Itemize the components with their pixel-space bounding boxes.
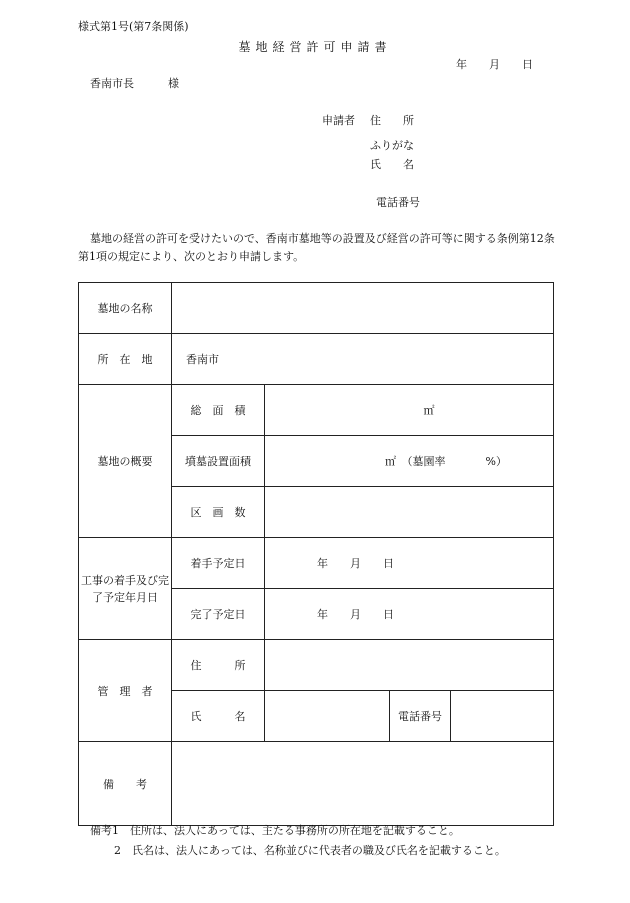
manager-name-label: 氏 名 bbox=[172, 691, 265, 742]
applicant-address-label: 住 所 bbox=[370, 114, 414, 127]
applicant-label: 申請者 bbox=[322, 114, 355, 127]
manager-phone-field[interactable] bbox=[451, 691, 554, 742]
applicant-phone-label: 電話番号 bbox=[376, 196, 420, 209]
addressee-name: 香南市長 bbox=[90, 77, 134, 90]
application-table bbox=[78, 282, 554, 826]
overview-label: 墓地の概要 bbox=[79, 385, 172, 538]
page-title: 墓地経営許可申請書 bbox=[238, 40, 392, 54]
date-line bbox=[456, 56, 533, 72]
applicant-name-label: 氏 名 bbox=[370, 158, 414, 171]
location-label: 所 在 地 bbox=[79, 334, 172, 385]
manager-name-field[interactable] bbox=[265, 691, 451, 742]
plots-label: 区 画 数 bbox=[172, 487, 265, 538]
note-2: 2 氏名は、法人にあっては、名称並びに代表者の職及び氏名を記載すること。 bbox=[114, 844, 506, 857]
table-row bbox=[79, 334, 554, 385]
date-month: 月 bbox=[489, 58, 500, 71]
table-row bbox=[79, 538, 554, 589]
addressee-suffix: 様 bbox=[168, 77, 179, 90]
manager-address-field[interactable] bbox=[265, 640, 554, 691]
grave-area-percent: %） bbox=[485, 455, 507, 468]
total-area-field[interactable] bbox=[265, 385, 554, 436]
table-row bbox=[79, 742, 554, 826]
manager-address-label: 住 所 bbox=[172, 640, 265, 691]
location-value: 香南市 bbox=[186, 353, 219, 366]
remarks-field[interactable] bbox=[172, 742, 554, 826]
start-date-field[interactable] bbox=[265, 538, 554, 589]
table-row bbox=[79, 283, 554, 334]
grave-area-label: 墳墓設置面積 bbox=[172, 436, 265, 487]
form-number: 様式第1号(第7条関係) bbox=[78, 20, 189, 33]
table-row bbox=[79, 640, 554, 691]
grave-area-field[interactable] bbox=[265, 436, 554, 487]
intro-text: 墓地の経営の許可を受けたいので、香南市墓地等の設置及び経営の許可等に関する条例第12条第1項の規定により、次のとおり申請します。 bbox=[78, 232, 555, 263]
location-field[interactable] bbox=[172, 334, 554, 385]
date-year: 年 bbox=[456, 58, 467, 71]
construction-label: 工事の着手及び完了予定年月日 bbox=[79, 538, 172, 640]
total-area-unit: ㎡ bbox=[423, 404, 435, 417]
date-day: 日 bbox=[522, 58, 533, 71]
start-date-label: 着手予定日 bbox=[172, 538, 265, 589]
cemetery-name-field[interactable] bbox=[172, 283, 554, 334]
addressee bbox=[90, 75, 179, 91]
grave-area-unit: ㎡ （墓園率 bbox=[385, 455, 446, 468]
note-1: 備考1 住所は、法人にあっては、主たる事務所の所在地を記載すること。 bbox=[90, 824, 460, 837]
remarks-label: 備 考 bbox=[79, 742, 172, 826]
manager-phone-label: 電話番号 bbox=[389, 691, 450, 741]
applicant-furigana-label: ふりがな bbox=[370, 139, 414, 152]
end-date-label: 完了予定日 bbox=[172, 589, 265, 640]
table-row bbox=[79, 385, 554, 436]
end-date-ymd: 年 月 日 bbox=[317, 608, 394, 621]
manager-label: 管 理 者 bbox=[79, 640, 172, 742]
plots-field[interactable] bbox=[265, 487, 554, 538]
cemetery-name-label: 墓地の名称 bbox=[79, 283, 172, 334]
end-date-field[interactable] bbox=[265, 589, 554, 640]
start-date-ymd: 年 月 日 bbox=[317, 557, 394, 570]
total-area-label: 総 面 積 bbox=[172, 385, 265, 436]
